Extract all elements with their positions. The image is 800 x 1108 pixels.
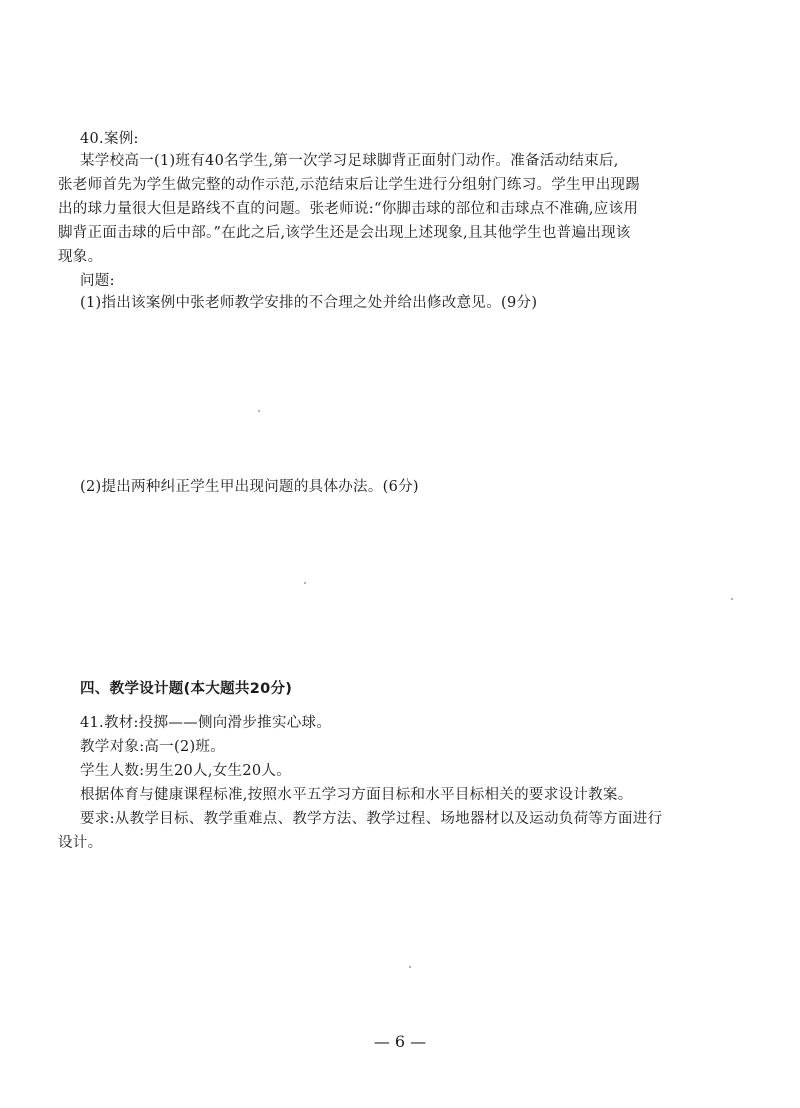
q40-case-line-3: 出的球力量很大但是路线不直的问题。张老师说:“你脚击球的部位和击球点不准确,应该用 xyxy=(58,201,639,217)
q40-case-line-4: 脚背正面击球的后中部。”在此之后,该学生还是会出现上述现象,且其他学生也普遍出现该 xyxy=(58,225,631,241)
q40-subquestion-1: (1)指出该案例中张老师教学安排的不合理之处并给出修改意见。(9分) xyxy=(80,295,538,311)
scan-speck xyxy=(731,598,733,600)
q40-title: 40.案例: xyxy=(80,131,139,147)
section-4-heading: 四、教学设计题(本大题共20分) xyxy=(80,681,293,697)
q40-case-line-1: 某学校高一(1)班有40名学生,第一次学习足球脚背正面射门动作。准备活动结束后, xyxy=(80,153,619,169)
scan-speck xyxy=(409,966,411,968)
q41-line-6: 设计。 xyxy=(58,835,103,851)
q40-question-label: 问题: xyxy=(80,273,115,289)
q41-line-3: 学生人数:男生20人,女生20人。 xyxy=(80,763,291,779)
scan-speck xyxy=(304,582,306,584)
page-number: — 6 — xyxy=(373,1032,427,1051)
q40-case-line-5: 现象。 xyxy=(58,249,103,265)
q41-line-1: 41.教材:投掷——侧向滑步推实心球。 xyxy=(80,715,332,731)
q41-line-4: 根据体育与健康课程标准,按照水平五学习方面目标和水平目标相关的要求设计教案。 xyxy=(80,787,633,803)
q40-case-line-2: 张老师首先为学生做完整的动作示范,示范结束后让学生进行分组射门练习。学生甲出现踢 xyxy=(58,177,641,193)
q41-line-5: 要求:从教学目标、教学重难点、教学方法、教学过程、场地器材以及运动负荷等方面进行 xyxy=(80,811,663,827)
q41-line-2: 教学对象:高一(2)班。 xyxy=(80,739,226,755)
q40-subquestion-2: (2)提出两种纠正学生甲出现问题的具体办法。(6分) xyxy=(80,479,419,495)
scan-speck xyxy=(258,410,260,412)
